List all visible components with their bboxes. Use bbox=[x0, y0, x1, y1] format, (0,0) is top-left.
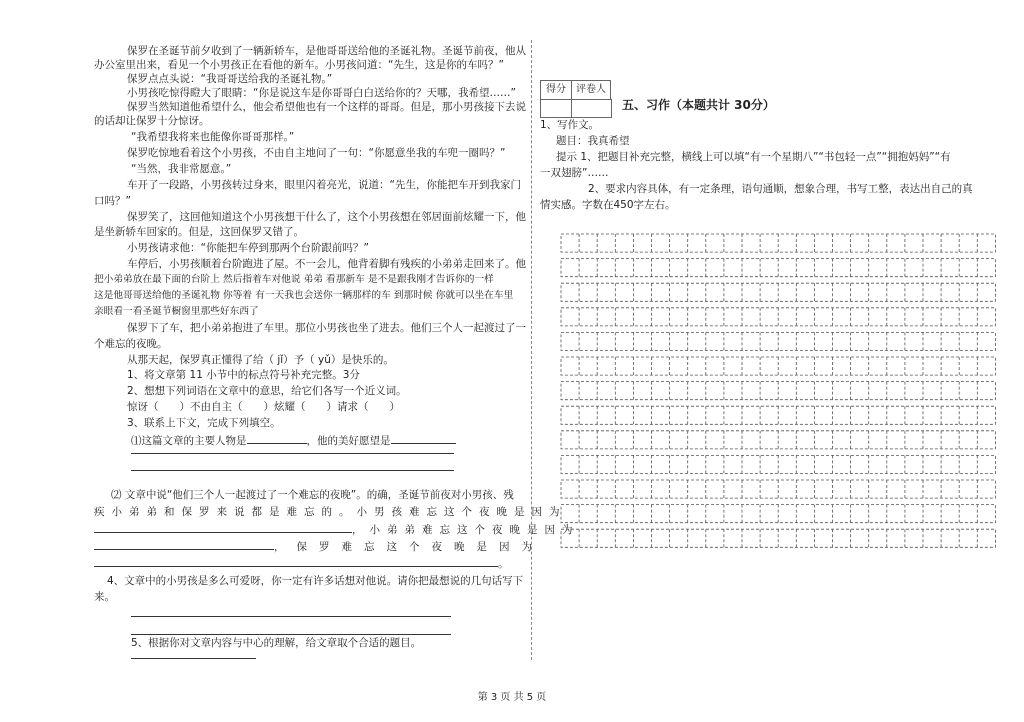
question-3-2-line: ，小弟弟难忘这个夜晚是因为 bbox=[94, 522, 580, 537]
passage-line: 是坐新轿车回家的。但是，这回保罗又错了。 bbox=[94, 226, 304, 238]
passage-line: 保罗点点头说：“我哥哥送给我的圣诞礼物。” bbox=[127, 73, 333, 85]
passage-line: 亲眼看一看圣诞节橱窗里那些好东西了 bbox=[94, 306, 259, 317]
question-2: 2、想想下列词语在文章中的意思，给它们各写一个近义词。 bbox=[127, 385, 407, 397]
passage-line: 保罗在圣诞节前夕收到了一辆新轿车，是他哥哥送给他的圣诞礼物。圣诞节前夜，他从 bbox=[127, 45, 526, 57]
question-3-2-line: ，保罗难忘这个夜晚是因为 bbox=[94, 539, 544, 554]
passage-line: 车停后，小男孩顺着台阶跑进了屋。不一会儿，他背着脚有残疾的小弟弟走回来了。他 bbox=[127, 258, 526, 270]
question-4-cont: 来。 bbox=[94, 591, 115, 603]
column-divider bbox=[531, 40, 532, 660]
passage-line: 保罗当然知道他希望什么，他会希望他也有一个这样的哥哥。但是，那小男孩接下去说 bbox=[127, 101, 526, 113]
answer-line[interactable] bbox=[131, 453, 454, 454]
question-1: 1、将文章第 11 小节中的标点符号补充完整。3分 bbox=[127, 369, 360, 381]
question-2-words: 惊讶（ ）不由自主（ ）炫耀（ ）请求（ ） bbox=[127, 401, 400, 413]
answer-blank[interactable] bbox=[247, 433, 307, 444]
passage-line: 办公室里出来，看见一个小男孩正在看他的新车。小男孩问道：“先生，这是你的车吗？” bbox=[94, 59, 504, 71]
question-3-2: ⑵ 文章中说“他们三个人一起渡过了一个难忘的夜晚”。的确，圣诞节前夜对小男孩、残 bbox=[111, 489, 514, 501]
answer-blank[interactable] bbox=[94, 539, 274, 550]
question-5: 5、根据你对文章内容与中心的理解，给文章取个合适的题目。 bbox=[131, 637, 422, 649]
answer-blank[interactable] bbox=[94, 522, 352, 533]
question-3-2-line: 。 bbox=[94, 556, 509, 571]
question-3-1: ⑴这篇文章的主要人物是 ，他的美好愿望是 bbox=[131, 433, 456, 448]
question-4: 4、文章中的小男孩是多么可爱呀，你一定有许多话想对他说。请你把最想说的几句话写下 bbox=[107, 575, 524, 587]
question-3-2-line: 疾小弟弟和保罗来说都是难忘的。小男孩难忘这个夜晚是因为 bbox=[94, 506, 567, 518]
writing-topic: 题目：我真希望 bbox=[556, 135, 630, 147]
answer-blank[interactable] bbox=[94, 556, 498, 567]
writing-hint: 一双翅膀”…… bbox=[540, 167, 609, 179]
writing-requirement: 情实感。字数在450字左右。 bbox=[540, 199, 676, 211]
answer-line[interactable] bbox=[131, 658, 256, 659]
answer-line[interactable] bbox=[131, 470, 454, 471]
answer-line[interactable] bbox=[131, 616, 451, 617]
section-title: 五、习作（本题共计 30分） bbox=[622, 98, 775, 112]
passage-line: “我希望我将来也能像你哥哥那样。” bbox=[131, 131, 295, 143]
question-3: 3、联系上下文，完成下列填空。 bbox=[127, 417, 281, 429]
writing-task: 1、写作文。 bbox=[540, 119, 600, 131]
passage-line: “当然，我非常愿意。” bbox=[131, 163, 232, 175]
passage-line: 这是他哥哥送给他的圣诞礼物 你等着 有一天我也会送你一辆那样的车 到那时候 你就可以坐在车里 bbox=[94, 290, 514, 301]
passage-line: 小男孩请求他：“你能把车停到那两个台阶跟前吗？” bbox=[127, 242, 369, 254]
writing-requirement: 2、要求内容具体，有一定条理，语句通顺，想象合理，书写工整，表达出自己的真 bbox=[588, 183, 973, 195]
passage-line: 保罗下了车，把小弟弟抱进了车里。那位小男孩也坐了进去。他们三个人一起渡过了一 bbox=[127, 322, 526, 334]
writing-grid[interactable] bbox=[560, 230, 1002, 554]
passage-line: 的话却让保罗十分惊讶。 bbox=[94, 115, 210, 127]
score-box bbox=[540, 80, 611, 100]
passage-line: 从那天起，保罗真正懂得了给（ jǐ）予（ yǔ）是快乐的。 bbox=[127, 354, 394, 366]
passage-line: 保罗吃惊地看着这个小男孩，不由自主地问了一句：“你愿意坐我的车兜一圈吗？” bbox=[127, 147, 506, 159]
score-entry-box[interactable] bbox=[540, 99, 612, 118]
writing-hint: 提示 1、把题目补充完整，横线上可以填“有一个星期八”“书包轻一点”“拥抱妈妈”“有 bbox=[556, 151, 951, 163]
answer-blank[interactable] bbox=[391, 433, 456, 444]
page-number: 第 3 页 共 5 页 bbox=[477, 692, 547, 703]
grader-label: 评卷人 bbox=[576, 84, 606, 95]
passage-line: 车开了一段路，小男孩转过身来，眼里闪着亮光，说道：“先生，你能把车开到我家门 bbox=[127, 179, 521, 191]
passage-line: 个难忘的夜晚。 bbox=[94, 338, 168, 350]
passage-line: 小男孩吃惊得瞪大了眼睛：“你是说这车是你哥哥白白送给你的？天哪，我希望……” bbox=[127, 87, 516, 99]
answer-line[interactable] bbox=[131, 634, 451, 635]
score-label: 得分 bbox=[541, 81, 572, 99]
passage-line: 保罗笑了，这回他知道这个小男孩想干什么了，这个小男孩想在邻居面前炫耀一下，他 bbox=[127, 211, 526, 223]
passage-line: 把小弟弟放在最下面的台阶上 然后指着车对他说 弟弟 看那新车 是不是跟我刚才告诉你的一样 bbox=[94, 274, 494, 285]
passage-line: 口吗？” bbox=[94, 195, 131, 207]
